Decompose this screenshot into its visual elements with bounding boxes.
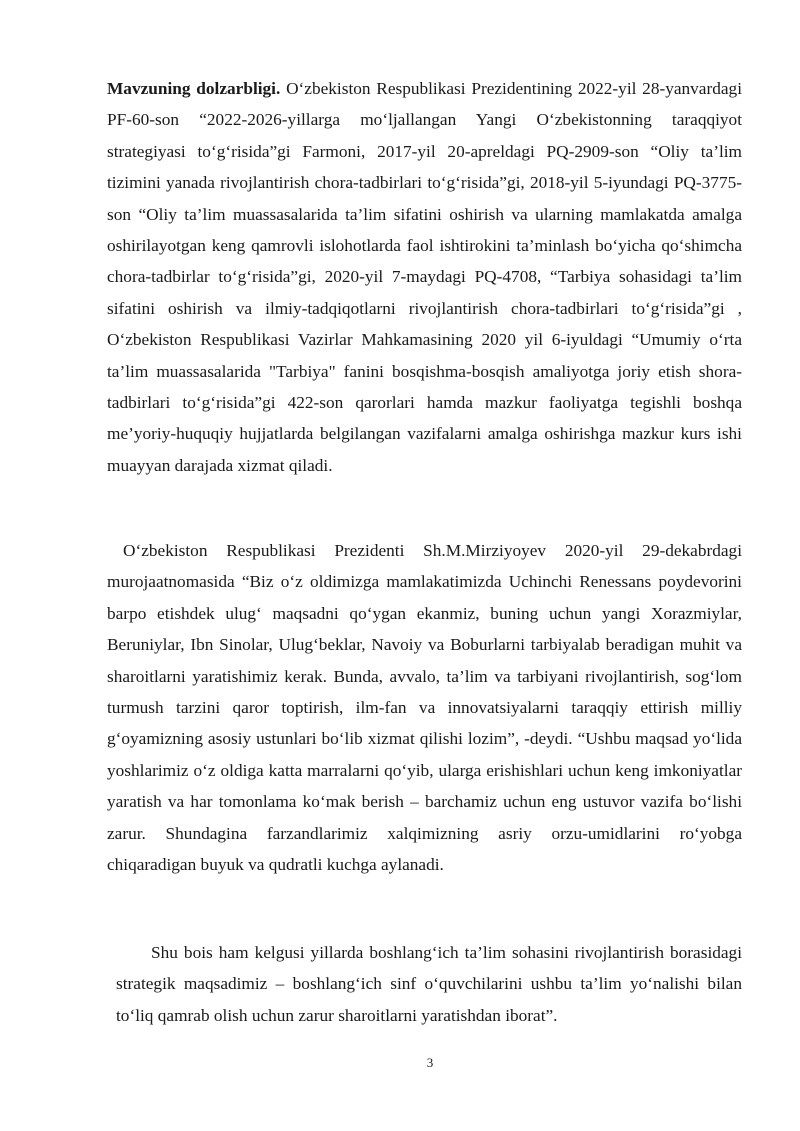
paragraph-strategic-goal	[116, 937, 742, 1031]
section-lead-heading: Mavzuning dolzarbligi.	[107, 79, 281, 98]
page-number: 3	[426, 1055, 434, 1070]
paragraph-text: O‘zbekiston Respublikasi Prezidentining 2022-yil 28-yanvardagi PF-60-son “2022-2026-yillarga mo‘ljallangan Yangi O‘zbekistonning taraqqiyot strategiyasi to‘g‘risida”gi Farmoni, 2017-yil 20-apreldagi PQ-2909-son “Oliy ta’lim tizimini yanada rivojlantirish chora-tadbirlari to‘g‘risida”gi, 2018-yil 5-iyundagi PQ-3775-son “Oliy ta’lim muassasalarida ta’lim sifatini oshirish va ularning mamlakatda amalga oshirilayotgan keng qamrovli islohotlarda faol ishtirokini ta’minlash bo‘yicha qo‘shimcha chora-tadbirlar to‘g‘risida”gi, 2020-yil 7-maydagi PQ-4708, “Tarbiya sohasidagi ta’lim sifatini oshirish va ilmiy-tadqiqotlarni rivojlantirish chora-tadbirlari to‘g‘risida”gi , O‘zbekiston Respublikasi Vazirlar Mahkamasining 2020 yil 6-iyuldagi “Umumiy o‘rta ta’lim muassasalarida "Tarbiya" fanini bosqishma-bosqish amaliyotga joriy etish shora-tadbirlari to‘g‘risida”gi 422-son qarorlari hamda mazkur faoliyatga tegishli boshqa me’yoriy-huquqiy hujjatlarda belgilangan vazifalarni amalga oshirishga mazkur kurs ishi muayyan darajada xizmat qiladi.	[107, 79, 742, 475]
paragraph-relevance	[107, 73, 742, 481]
paragraph-text: O‘zbekiston Respublikasi Prezidenti Sh.M.Mirziyoyev 2020-yil 29-dekabrdagi murojaatnomasida “Biz o‘z oldimizga mamlakatimizda Uchinchi Renessans poydevorini barpo etishdek ulug‘ maqsadni qo‘ygan ekanmiz, buning uchun yangi Xorazmiylar, Beruniylar, Ibn Sinolar, Ulug‘beklar, Navoiy va Boburlarni tarbiyalab beradigan muhit va sharoitlarni yaratishimiz kerak. Bunda, avvalo, ta’lim va tarbiyani rivojlantirish, sog‘lom turmush tarzini qaror toptirish, ilm-fan va innovatsiyalarni taraqqiy ettirish milliy g‘oyamizning asosiy ustunlari bo‘lib xizmat qilishi lozim”, -deydi. “Ushbu maqsad yo‘lida yoshlarimiz o‘z oldiga katta marralarni qo‘yib, ularga erishishlari uchun keng imkoniyatlar yaratish va har tomonlama ko‘mak berish – barchamiz uchun eng ustuvor vazifa bo‘lishi zarur. Shundagina farzandlarimiz xalqimizning asriy orzu-umidlarini ro‘yobga chiqaradigan buyuk va qudratli kuchga aylanadi.	[107, 541, 742, 875]
paragraph-president-address	[107, 535, 742, 880]
paragraph-text: Shu bois ham kelgusi yillarda boshlang‘ich ta’lim sohasini rivojlantirish borasidagi strategik maqsadimiz – boshlang‘ich sinf o‘quvchilarini ushbu ta’lim yo‘nalishi bilan to‘liq qamrab olish uchun zarur sharoitlarni yaratishdan iborat”.	[116, 943, 742, 1025]
